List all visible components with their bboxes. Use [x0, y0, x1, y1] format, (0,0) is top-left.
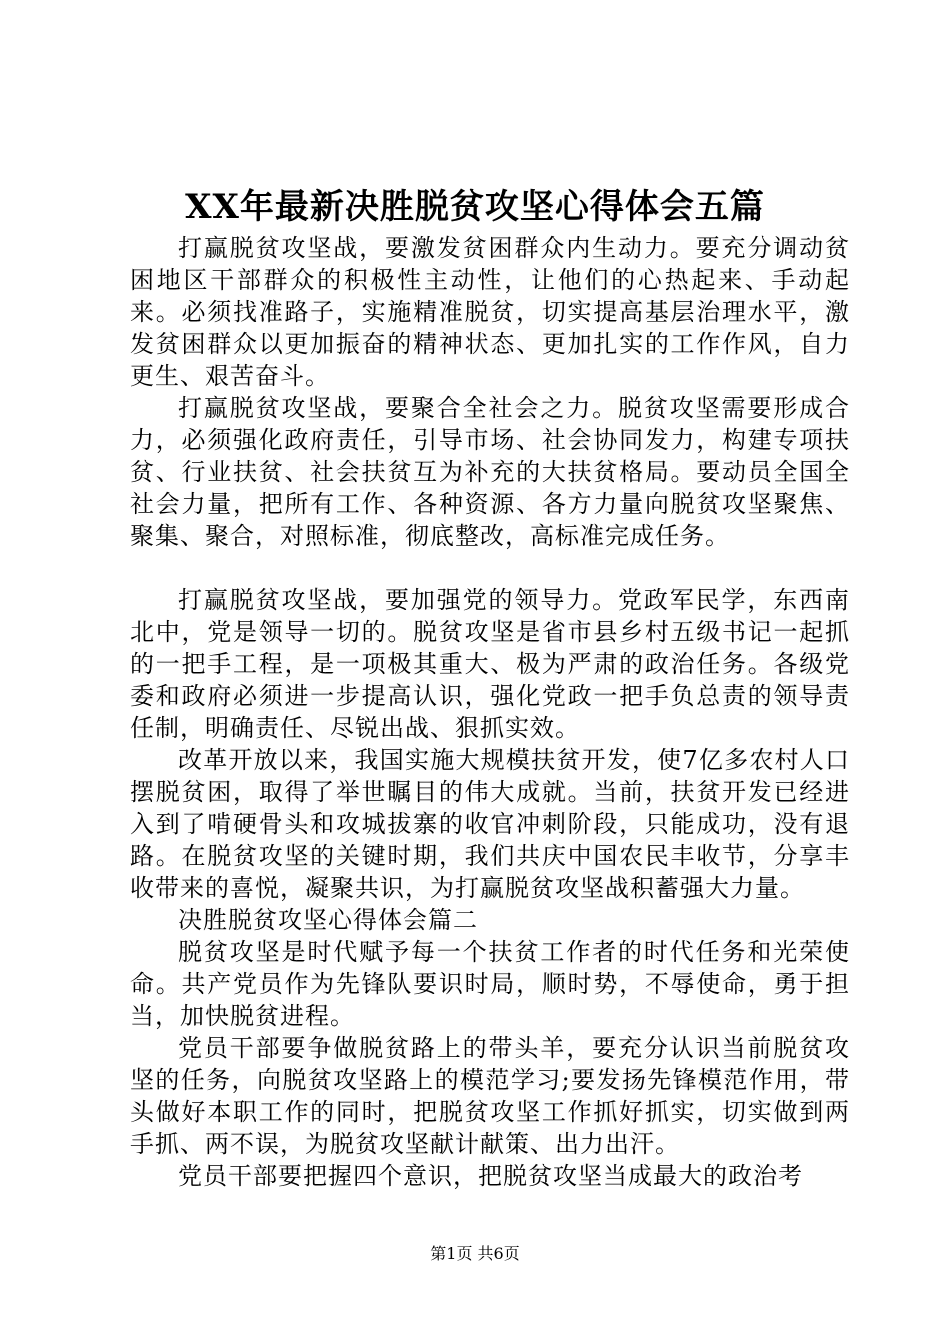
paragraph: 脱贫攻坚是时代赋予每一个扶贫工作者的时代任务和光荣使命。共产党员作为先锋队要识时局，顺时势，不辱使命，勇于担当，加快脱贫进程。	[130, 938, 850, 1030]
paragraph: 打赢脱贫攻坚战，要激发贫困群众内生动力。要充分调动贫困地区干部群众的积极性主动性，让他们的心热起来、手动起来。必须找准路子，实施精准脱贫，切实提高基层治理水平，激发贫困群众以更加振奋的精神状态、更加扎实的工作作风，自力更生、艰苦奋斗。	[130, 234, 850, 390]
section-heading: 决胜脱贫攻坚心得体会篇二	[178, 906, 478, 934]
document-title: XX年最新决胜脱贫攻坚心得体会五篇	[185, 187, 765, 227]
paragraph: 打赢脱贫攻坚战，要加强党的领导力。党政军民学，东西南北中，党是领导一切的。脱贫攻坚是省市县乡村五级书记一起抓的一把手工程，是一项极其重大、极为严肃的政治任务。各级党委和政府必须进一步提高认识，强化党政一把手负总责的领导责任制，明确责任、尽锐出战、狠抓实效。	[130, 586, 850, 742]
document-body	[130, 232, 850, 1192]
paragraph: 党员干部要把握四个意识，把脱贫攻坚当成最大的政治考	[178, 1162, 803, 1190]
paragraph: 打赢脱贫攻坚战，要聚合全社会之力。脱贫攻坚需要形成合力，必须强化政府责任，引导市场、社会协同发力，构建专项扶贫、行业扶贫、社会扶贫互为补充的大扶贫格局。要动员全国全社会力量，把所有工作、各种资源、各方力量向脱贫攻坚聚焦、聚集、聚合，对照标准，彻底整改，高标准完成任务。	[130, 394, 850, 550]
paragraph: 改革开放以来，我国实施大规模扶贫开发，使7亿多农村人口摆脱贫困，取得了举世瞩目的伟大成就。当前，扶贫开发已经进入到了啃硬骨头和攻城拔寨的收官冲刺阶段，只能成功，没有退路。在脱贫攻坚的关键时期，我们共庆中国农民丰收节，分享丰收带来的喜悦，凝聚共识，为打赢脱贫攻坚战积蓄强大力量。	[130, 746, 850, 902]
paragraph: 党员干部要争做脱贫路上的带头羊，要充分认识当前脱贫攻坚的任务，向脱贫攻坚路上的模范学习;要发扬先锋模范作用，带头做好本职工作的同时，把脱贫攻坚工作抓好抓实，切实做到两手抓、两不误，为脱贫攻坚献计献策、出力出汗。	[130, 1034, 850, 1158]
page-footer: 第1页 共6页	[430, 1244, 520, 1263]
